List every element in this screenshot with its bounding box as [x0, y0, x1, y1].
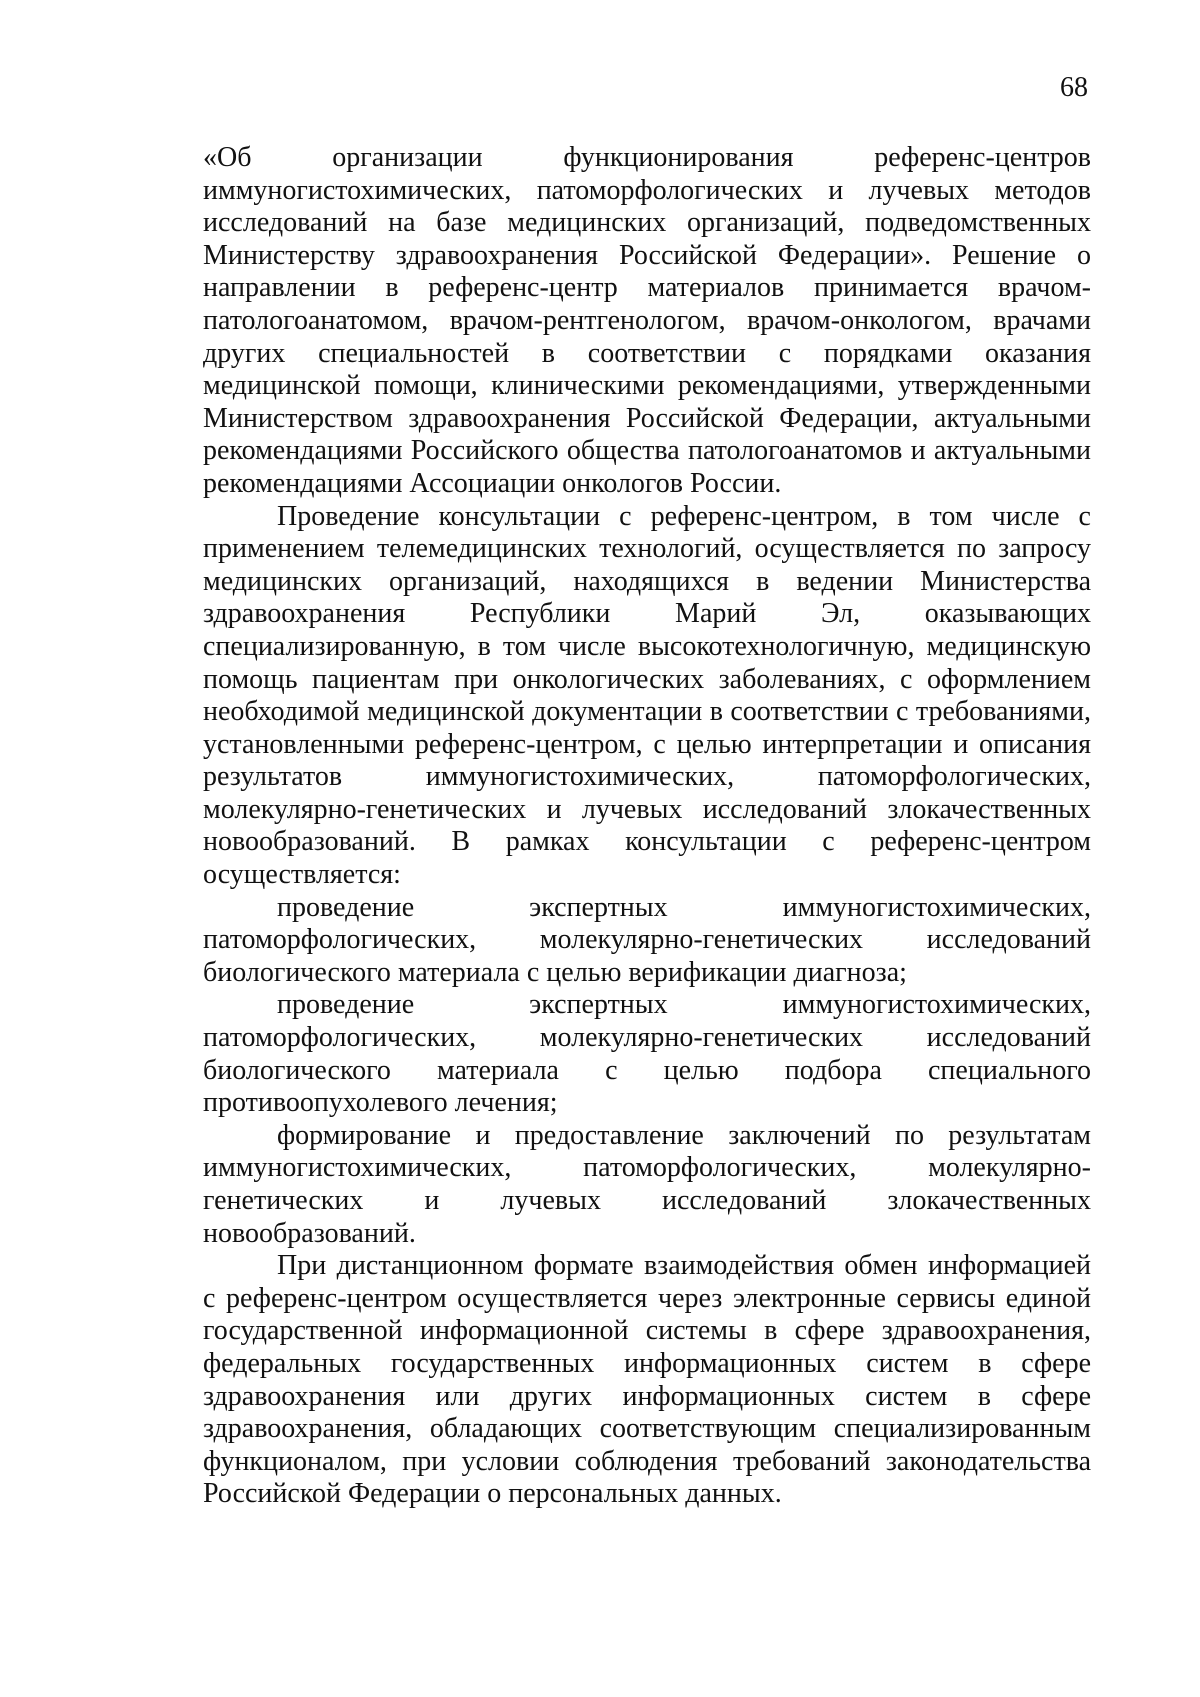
list-item-diagnosis-verification: проведение экспертных иммуногистохимических, патоморфологических, молекулярно-генетических исследований биологического материала с целью верификации диагноза;: [203, 891, 1091, 988]
list-item-treatment-selection: проведение экспертных иммуногистохимических, патоморфологических, молекулярно-генетических исследований биологического материала с целью подбора специального противоопухолевого лечения;: [203, 989, 1091, 1119]
page-number: 68: [1060, 72, 1088, 103]
paragraph-continuation: «Об организации функционирования референс-центров иммуногистохимических, патоморфологических и лучевых методов исследований на базе медицинских организаций, подведомственных Министерству здравоохранения Российской Федерации». Решение о направлении в референс-центр материалов принимается врачом-патологоанатомом, врачом-рентгенологом, врачом-онкологом, врачами других специальностей в соответствии с порядками оказания медицинской помощи, клиническими рекомендациями, утвержденными Министерством здравоохранения Российской Федерации, актуальными рекомендациями Российского общества патологоанатомов и актуальными рекомендациями Ассоциации онкологов России.: [203, 142, 1091, 499]
paragraph-remote-exchange: При дистанционном формате взаимодействия обмен информацией с референс-центром осуществляется через электронные сервисы единой государственной информационной системы в сфере здравоохранения, федеральных государственных информационных систем в сфере здравоохранения или других информационных систем в сфере здравоохранения, обладающих соответствующим специализированным функционалом, при условии соблюдения требований законодательства Российской Федерации о персональных данных.: [203, 1250, 1091, 1510]
document-body: [203, 142, 1091, 1511]
paragraph-consultation: Проведение консультации с референс-центром, в том числе с применением телемедицинских технологий, осуществляется по запросу медицинских организаций, находящихся в ведении Министерства здравоохранения Республики Марий Эл, оказывающих специализированную, в том числе высокотехнологичную, медицинскую помощь пациентам при онкологических заболеваниях, с оформлением необходимой медицинской документации в соответствии с требованиями, установленными референс-центром, с целью интерпретации и описания результатов иммуногистохимических, патоморфологических, молекулярно-генетических и лучевых исследований злокачественных новообразований. В рамках консультации с референс-центром осуществляется:: [203, 500, 1091, 891]
list-item-conclusions: формирование и предоставление заключений по результатам иммуногистохимических, патоморфологических, молекулярно-генетических и лучевых исследований злокачественных новообразований.: [203, 1119, 1091, 1249]
